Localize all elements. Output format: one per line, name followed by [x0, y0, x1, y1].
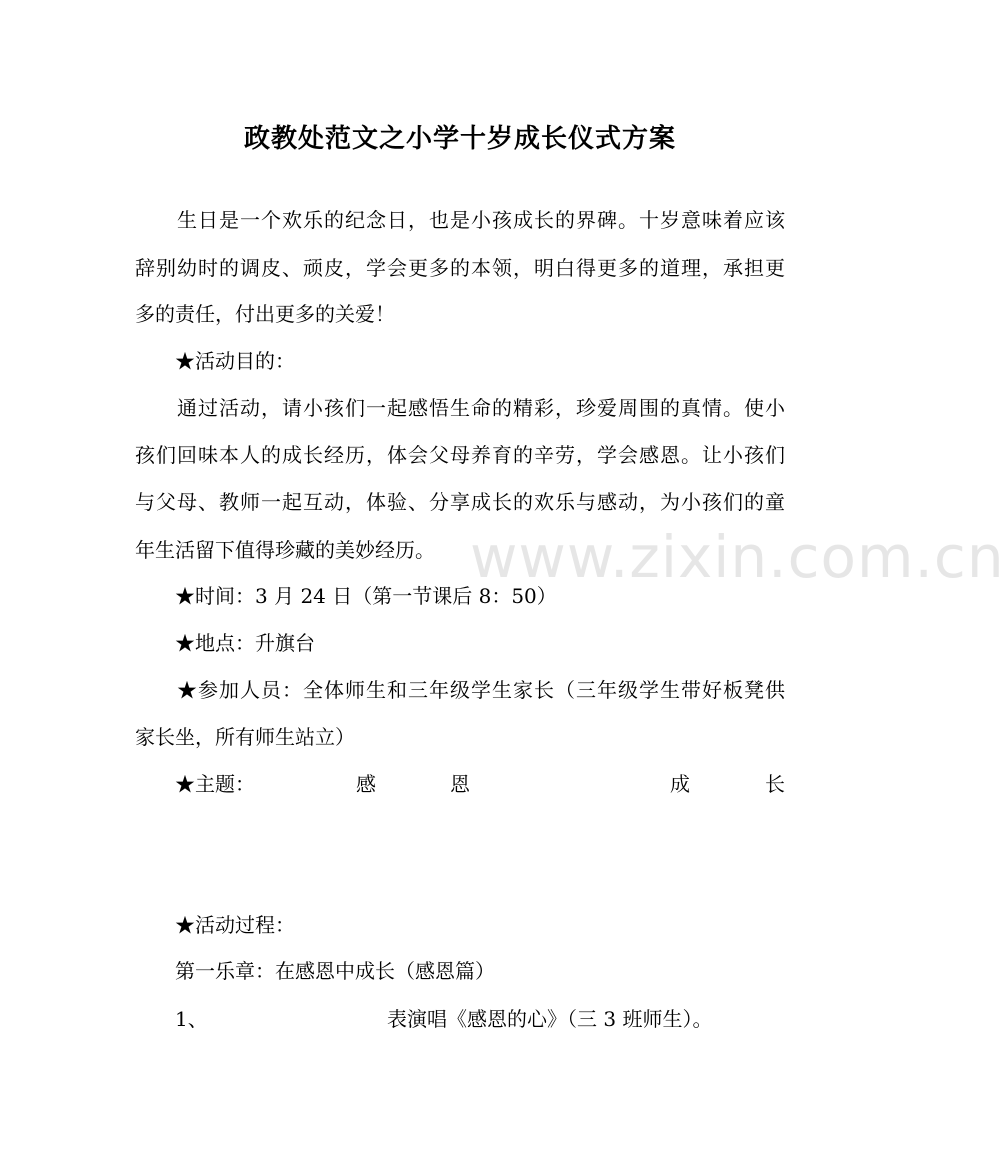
- theme-word-en: 恩: [450, 772, 470, 796]
- document-title: 政教处范文之小学十岁成长仪式方案: [243, 124, 676, 154]
- time-line: ★时间：3 月 24 日（第一节课后 8：50）: [135, 584, 557, 608]
- participants-line-1: ★参加人员：全体师生和三年级学生家长（三年级学生带好板凳供: [135, 678, 785, 702]
- process-heading: ★活动过程：: [135, 913, 295, 937]
- theme-label: ★主题：: [135, 772, 255, 796]
- theme-word-gan: 感: [356, 772, 376, 796]
- purpose-line-4: 年生活留下值得珍藏的美妙经历。: [135, 538, 435, 562]
- place-line: ★地点：升旗台: [135, 631, 315, 655]
- participants-line-2: 家长坐，所有师生站立）: [135, 725, 355, 749]
- theme-word-zhang: 长: [765, 772, 785, 796]
- purpose-heading: ★活动目的：: [135, 349, 295, 373]
- chapter-1-heading: 第一乐章：在感恩中成长（感恩篇）: [135, 959, 495, 983]
- item-1-number: 1、: [135, 1007, 208, 1031]
- watermark: www.zixin.com.cn: [470, 523, 1005, 591]
- purpose-line-1: 通过活动，请小孩们一起感悟生命的精彩，珍爱周围的真情。使小: [135, 396, 785, 420]
- purpose-line-2: 孩们回味本人的成长经历，体会父母养育的辛劳，学会感恩。让小孩们: [135, 443, 785, 467]
- intro-line-3: 多的责任，付出更多的关爱！: [135, 302, 395, 326]
- purpose-line-3: 与父母、教师一起互动，体验、分享成长的欢乐与感动，为小孩们的童: [135, 490, 785, 514]
- intro-line-1: 生日是一个欢乐的纪念日，也是小孩成长的界碑。十岁意味着应该: [135, 208, 785, 232]
- theme-word-cheng: 成: [670, 772, 690, 796]
- intro-line-2: 辞别幼时的调皮、顽皮，学会更多的本领，明白得更多的道理，承担更: [135, 256, 785, 280]
- item-1-text: 表演唱《感恩的心》（三 3 班师生）。: [387, 1007, 713, 1031]
